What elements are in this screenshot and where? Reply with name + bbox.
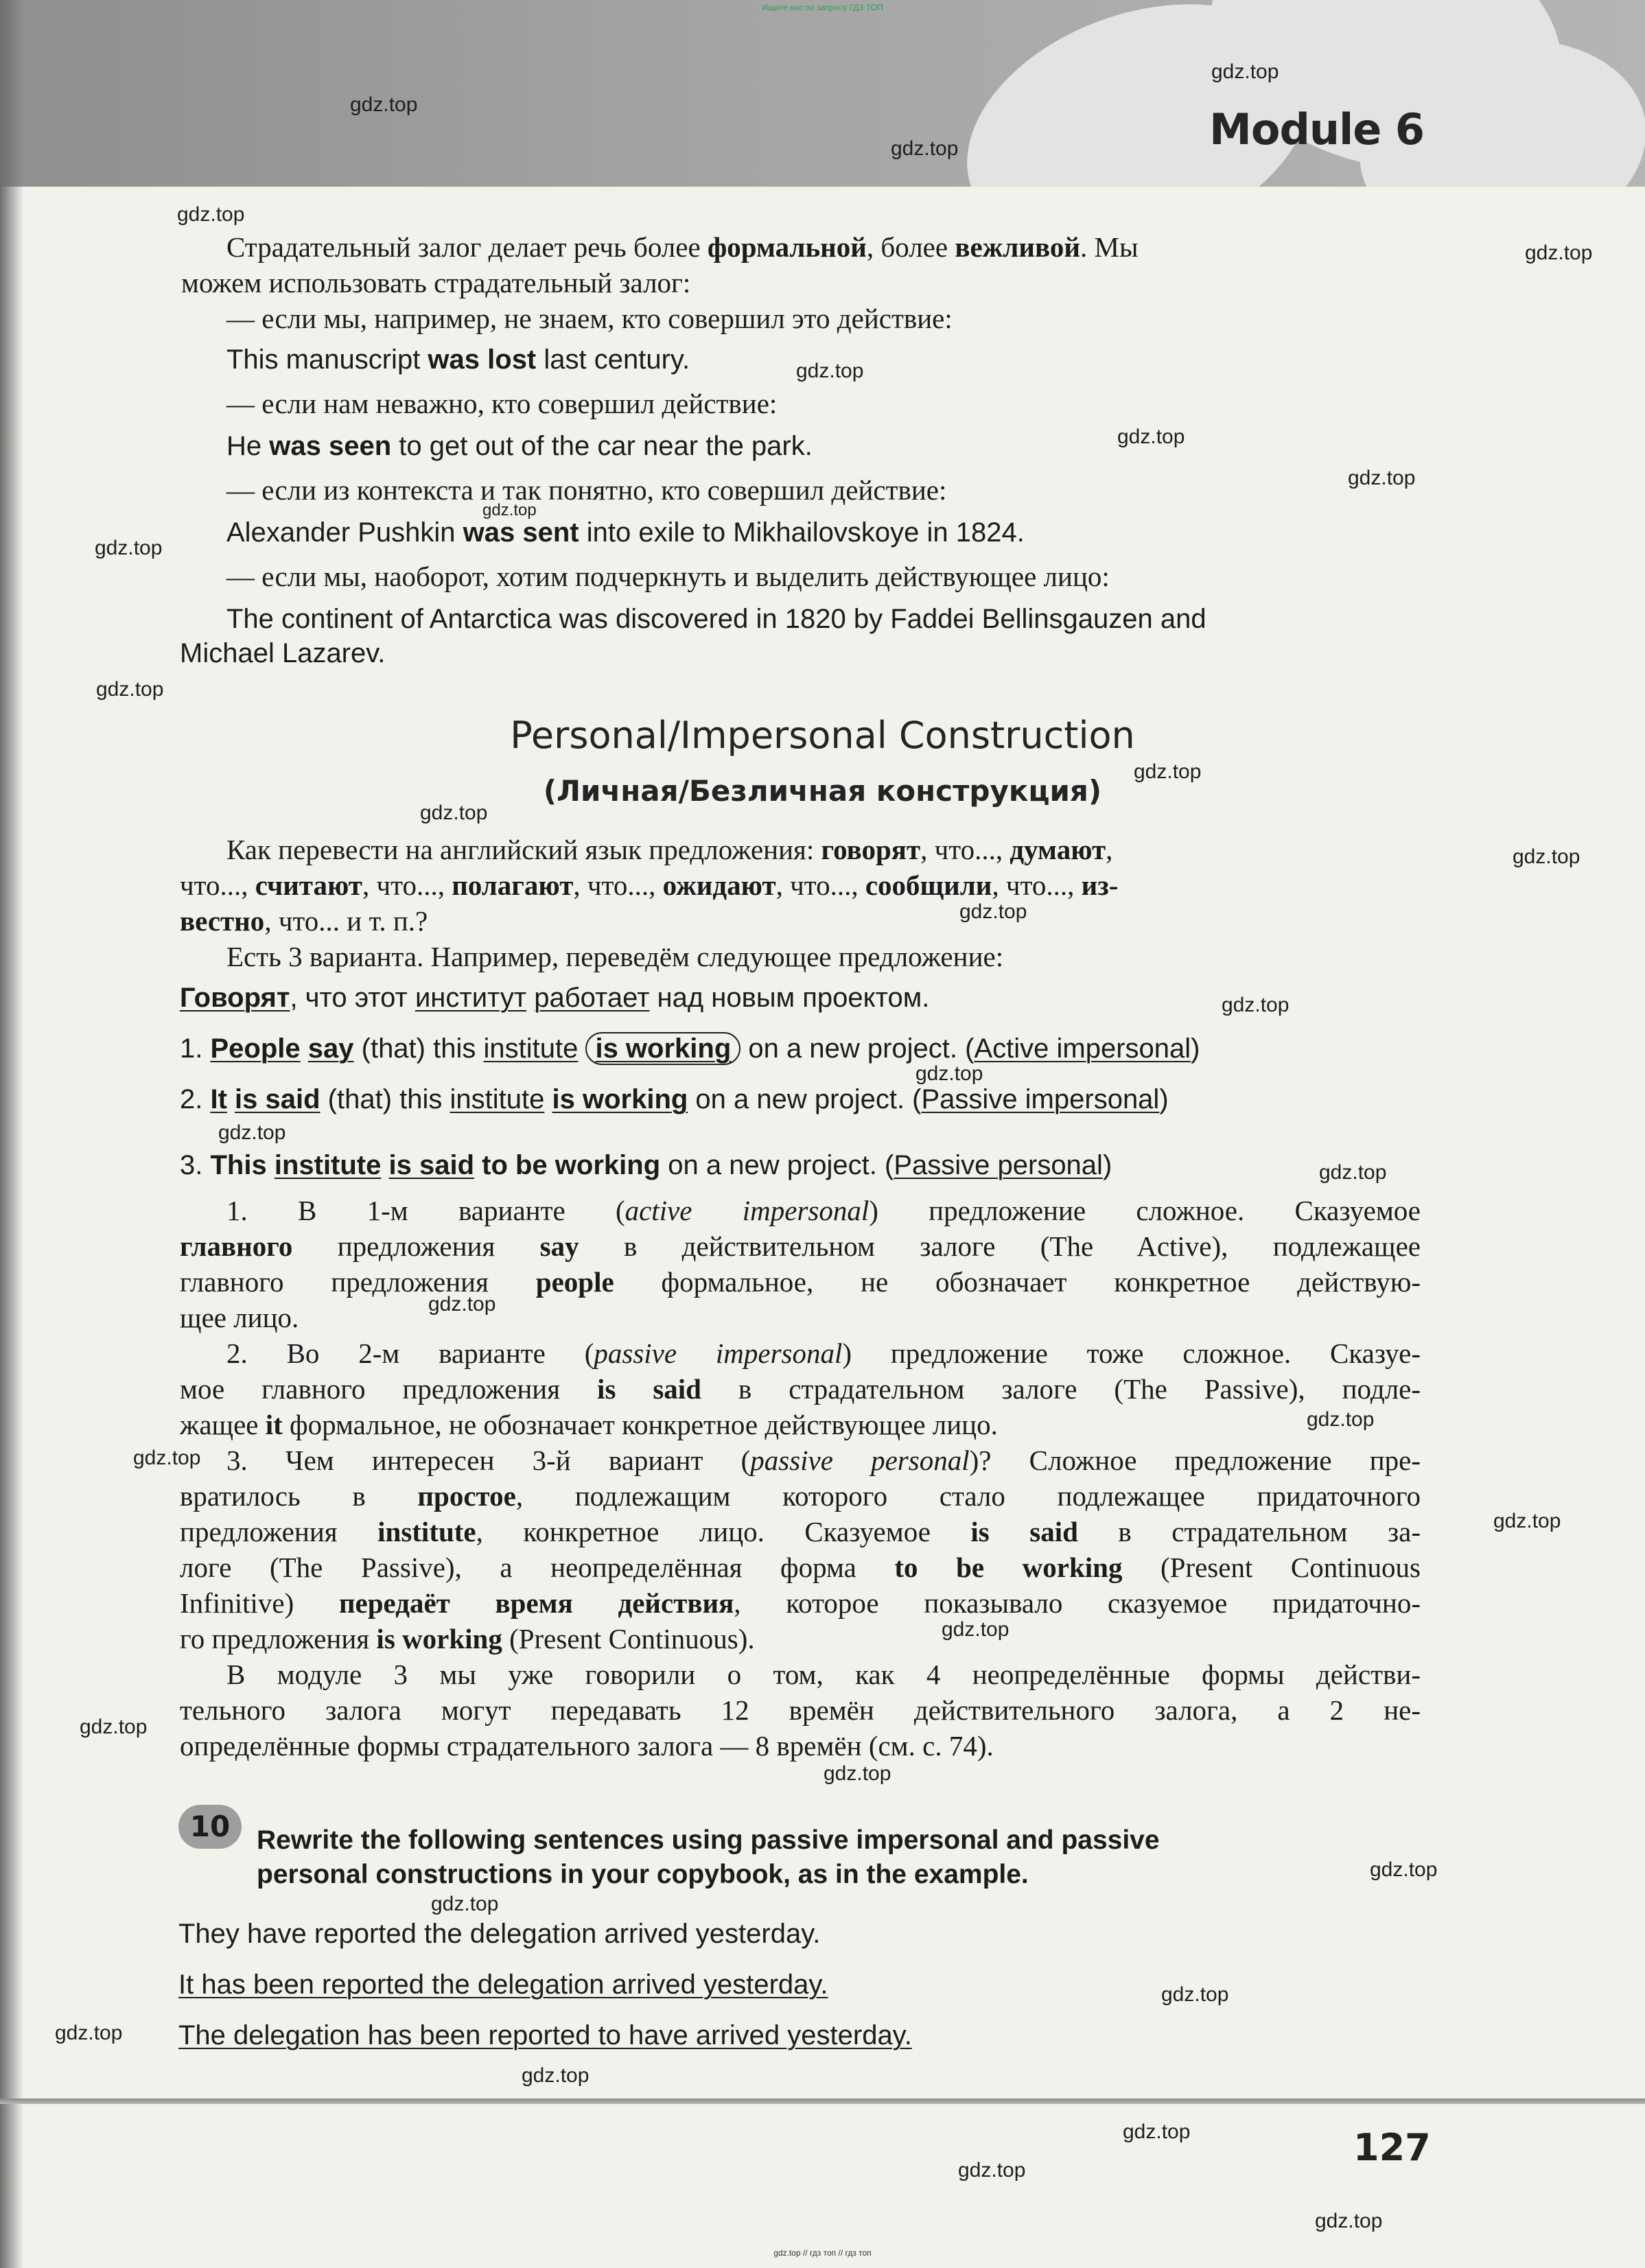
watermark: gdz.top [1307, 1408, 1375, 1431]
watermark: gdz.top [1123, 2120, 1191, 2143]
paragraph-line: Есть 3 варианта. Например, переведём следующее предложение: [226, 941, 1004, 972]
intro-line: — если мы, наоборот, хотим подчеркнуть и выделить действующее лицо: [226, 561, 1110, 592]
bottom-banner: gdz.top // гдз топ // гдз топ [773, 2248, 872, 2258]
variant-passive-personal: 3. This institute is said to be working on a new project. (Passive personal) [180, 1150, 1112, 1180]
paragraph-line: го предложения is working (Present Continuous). [180, 1623, 755, 1655]
watermark: gdz.top [1370, 1858, 1438, 1881]
watermark: gdz.top [959, 900, 1027, 923]
paragraph-line: предложения institute, конкретное лицо. Сказуемое is said в страдательном за- [180, 1516, 1421, 1547]
watermark: gdz.top [431, 1893, 499, 1915]
intro-line: — если нам неважно, кто совершил действие: [226, 388, 778, 419]
exercise-number-badge: 10 [178, 1805, 242, 1849]
watermark: gdz.top [958, 2159, 1026, 2182]
paragraph-line: вестно, что... и т. п.? [180, 905, 428, 937]
watermark: gdz.top [218, 1121, 286, 1144]
watermark: gdz.top [1222, 994, 1290, 1016]
example-sentence: The continent of Antarctica was discovered in 1820 by Faddei Bellinsgauzen and [226, 604, 1206, 634]
paragraph-line: главного предложения say в действительном залоге (The Active), подлежащее [180, 1230, 1421, 1262]
watermark: gdz.top [55, 2022, 123, 2044]
watermark: gdz.top [1134, 760, 1202, 783]
exercise-sentence: They have reported the delegation arrived yesterday. [178, 1919, 821, 1949]
watermark: gdz.top [915, 1062, 983, 1085]
exercise-instruction: Rewrite the following sentences using passive impersonal and passive [257, 1825, 1160, 1855]
watermark: gdz.top [177, 203, 245, 226]
paragraph-line: тельного залога могут передавать 12 времён действительного залога, а 2 не- [180, 1694, 1421, 1726]
example-sentence: He was seen to get out of the car near the park. [226, 431, 813, 461]
paragraph-line: щее лицо. [180, 1302, 299, 1333]
paragraph-line: что..., считают, что..., полагают, что..., ожидают, что..., сообщили, что..., из- [180, 869, 1119, 901]
russian-example: Говорят, что этот институт работает над новым проектом. [180, 983, 930, 1013]
watermark: gdz.top [1319, 1161, 1387, 1184]
paragraph-line: мое главного предложения is said в страдательном залоге (The Passive), подле- [180, 1373, 1421, 1405]
section-subtitle: (Личная/Безличная конструкция) [543, 774, 1102, 808]
watermark: gdz.top [80, 1716, 148, 1738]
paragraph-line: определённые формы страдательного залога — 8 времён (см. с. 74). [180, 1730, 994, 1762]
paragraph-line: вратилось в простое, подлежащим которого стало подлежащее придаточного [180, 1480, 1421, 1512]
watermark: gdz.top [1493, 1510, 1561, 1532]
paragraph-line: 3. Чем интересен 3-й вариант (passive personal)? Сложное предложение пре- [226, 1445, 1421, 1476]
example-sentence: Alexander Pushkin was sent into exile to Mikhailovskoye in 1824. [226, 517, 1025, 548]
paragraph-line: 2. Во 2-м варианте (passive impersonal) предложение тоже сложное. Сказуе- [226, 1337, 1421, 1369]
watermark: gdz.top [1117, 425, 1185, 448]
exercise-instruction: personal constructions in your copybook, as in the example. [257, 1860, 1029, 1889]
watermark: gdz.top [96, 678, 164, 701]
top-banner: Ищите нас по запросу ГДЗ ТОП [762, 3, 883, 12]
watermark: gdz.top [420, 802, 488, 824]
paragraph-line: 1. В 1-м варианте (active impersonal) предложение сложное. Сказуемое [226, 1195, 1421, 1226]
watermark: gdz.top [796, 360, 864, 382]
intro-line: — если мы, например, не знаем, кто совершил это действие: [226, 303, 953, 334]
section-title: Personal/Impersonal Construction [510, 714, 1135, 757]
variant-passive-impersonal: 2. It is said (that) this institute is working on a new project. (Passive impersonal) [180, 1084, 1169, 1114]
watermark: gdz.top [1348, 467, 1416, 489]
binding-shadow [0, 0, 23, 2268]
intro-line: можем использовать страдательный залог: [181, 267, 691, 299]
variant-active-impersonal: 1. People say (that) this institute is working on a new project. (Active impersonal) [180, 1033, 1200, 1064]
paragraph-line: Infinitive) передаёт время действия, которое показывало сказуемое придаточно- [180, 1587, 1421, 1619]
module-title: Module 6 [1209, 104, 1424, 154]
intro-line: Страдательный залог делает речь более формальной, более вежливой. Мы [226, 231, 1139, 263]
watermark: gdz.top [522, 2064, 590, 2087]
watermark: gdz.top [1315, 2210, 1383, 2232]
exercise-answer: The delegation has been reported to have arrived yesterday. [178, 2020, 912, 2050]
watermark: gdz.top [350, 93, 418, 116]
paragraph-line: Как перевести на английский язык предложения: говорят, что..., думают, [226, 834, 1113, 865]
paragraph-line: главного предложения people формальное, не обозначает конкретное действую- [180, 1266, 1421, 1298]
watermark: gdz.top [891, 137, 959, 160]
watermark: gdz.top [1161, 1983, 1229, 2006]
watermark: gdz.top [1513, 845, 1580, 868]
watermark: gdz.top [1525, 242, 1593, 264]
paragraph-line: жащее it формальное, не обозначает конкретное действующее лицо. [180, 1409, 998, 1440]
footer-rule [0, 2099, 1645, 2104]
page-number: 127 [1353, 2126, 1431, 2169]
watermark: gdz.top [1211, 60, 1279, 83]
watermark: gdz.top [824, 1762, 891, 1785]
watermark: gdz.top [133, 1447, 201, 1469]
example-sentence: This manuscript was lost last century. [226, 344, 690, 375]
exercise-answer: It has been reported the delegation arrived yesterday. [178, 1969, 828, 2000]
paragraph-line: В модуле 3 мы уже говорили о том, как 4 неопределённые формы действи- [226, 1659, 1421, 1690]
watermark: gdz.top [482, 501, 537, 519]
example-sentence: Michael Lazarev. [180, 638, 386, 668]
paragraph-line: логе (The Passive), а неопределённая форма to be working (Present Continuous [180, 1552, 1421, 1583]
watermark: gdz.top [942, 1618, 1010, 1641]
watermark: gdz.top [95, 537, 163, 559]
watermark: gdz.top [428, 1293, 496, 1316]
intro-line: — если из контекста и так понятно, кто совершил действие: [226, 474, 947, 506]
